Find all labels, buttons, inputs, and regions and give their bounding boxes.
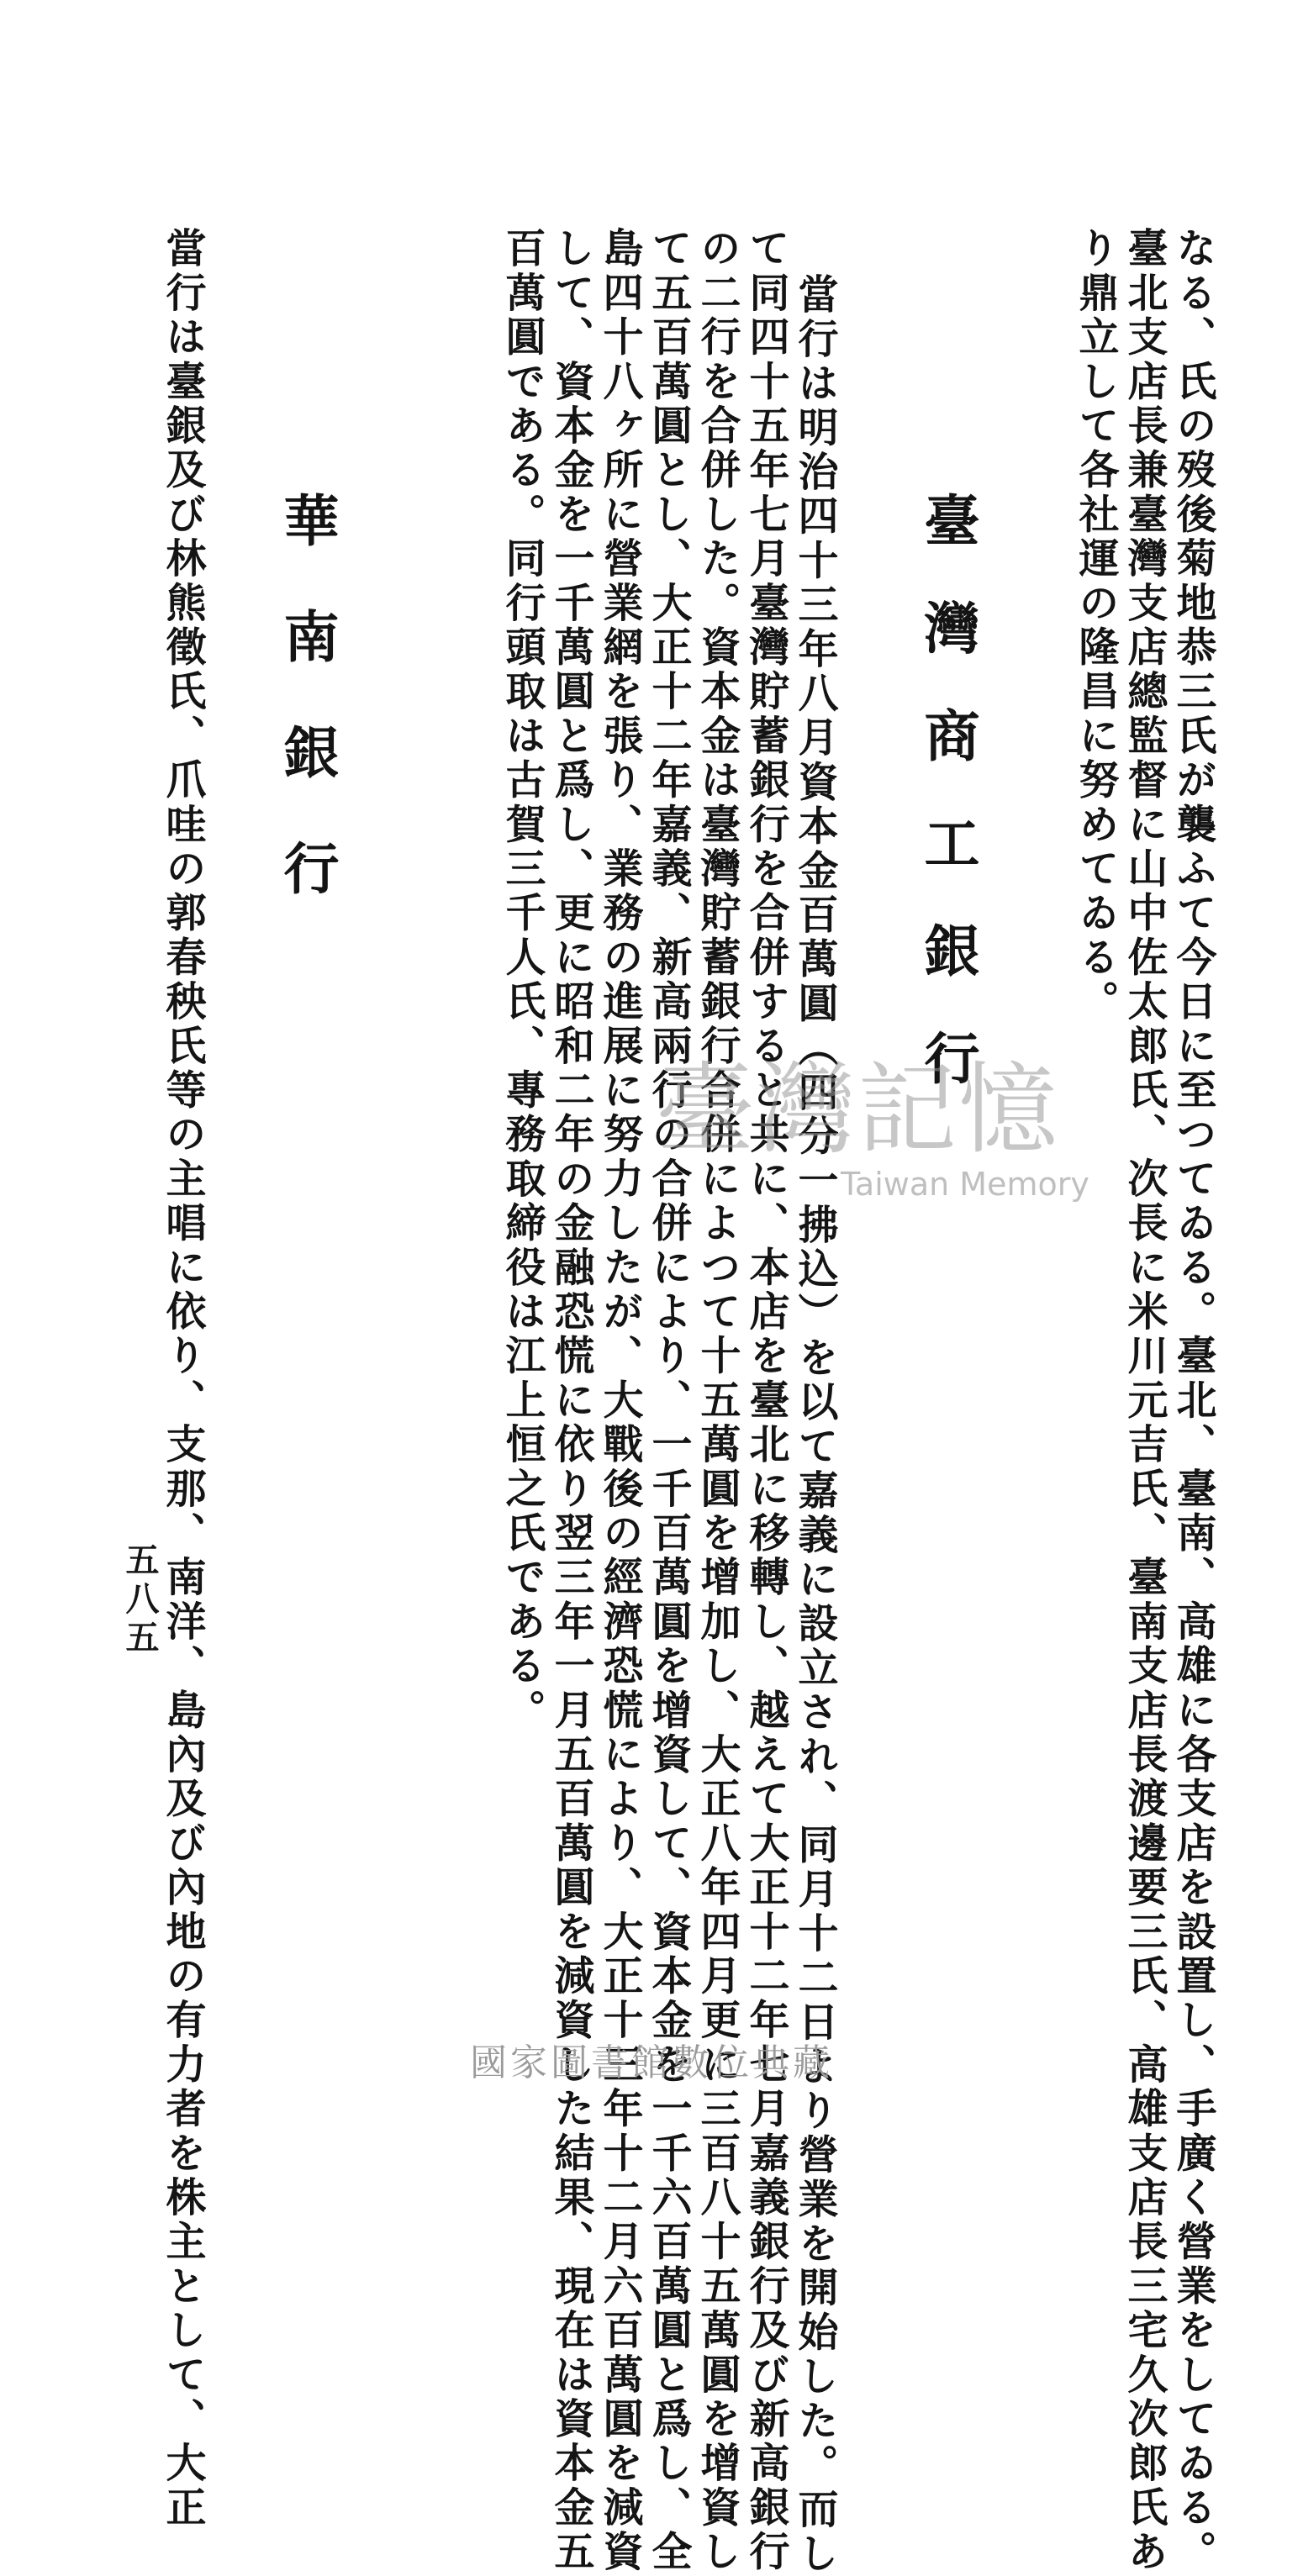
section-heading-hua-nan-bank: 華南銀行 xyxy=(274,492,340,956)
text-column-10: 百萬圓である。同行頭取は古賀三千人氏、專務取締役は江上恒之氏である。 xyxy=(499,227,546,1733)
text-column-6: の二行を合併した。資本金は臺灣貯蓄銀行合併によつて十五萬圓を增加し、大正八年四月更に三百八十五萬圓を增資し xyxy=(694,227,741,2575)
section-heading-taiwan-shoko-bank: 臺灣商工銀行 xyxy=(915,492,980,1137)
text-column-3: り鼎立して各社運の隆昌に努めてゐる。 xyxy=(1072,227,1119,1025)
text-column-8: 島四十八ヶ所に營業網を張り、業務の進展に努力したが、大戰後の經濟恐慌により、大正十三年十二月六百萬圓を減資 xyxy=(596,227,643,2575)
text-column-11: 當行は臺銀及び林熊徵氏、爪哇の郭春秧氏等の主唱に依り、支那、南洋、島內及び內地の有力者を株主として、大正 xyxy=(159,227,206,2531)
watermark-title: 臺灣記憶 xyxy=(656,1051,1060,1167)
text-column-2: 臺北支店長兼臺灣支店總監督に山中佐太郎氏、次長に米川元吉氏、臺南支店長渡邊要三氏、高雄支店長三宅久次郎氏あ xyxy=(1121,227,1168,2575)
watermark-subtitle: Taiwan Memory xyxy=(841,1166,1089,1203)
text-column-5: て同四十五年七月臺灣貯蓄銀行を合併すると共に、本店を臺北に移轉し、越えて大正十二年七月嘉義銀行及び新高銀行 xyxy=(742,227,789,2575)
library-footer: 國家圖書館數位典藏 xyxy=(470,2041,833,2084)
text-column-9: して、資本金を一千萬圓と爲し、更に昭和二年の金融恐慌に依り翌三年一月五百萬圓を減資した結果、現在は資本金五 xyxy=(547,227,594,2575)
page-number: 五八五 xyxy=(120,1542,160,1658)
text-column-1: なる、氏の歿後菊地恭三氏が襲ふて今日に至つてゐる。臺北、臺南、高雄に各支店を設置し、手廣く營業をしてゐる。 xyxy=(1169,227,1216,2575)
text-column-4: 當行は明治四十三年八月資本金百萬圓（四分一拂込）を以て嘉義に設立され、同月十二日より營業を開始した。而し xyxy=(791,273,838,2576)
text-column-7: て五百萬圓とし、大正十二年嘉義、新高兩行の合併により、一千百萬圓を增資して、資本金を一千六百萬圓と爲し、全 xyxy=(645,227,692,2575)
